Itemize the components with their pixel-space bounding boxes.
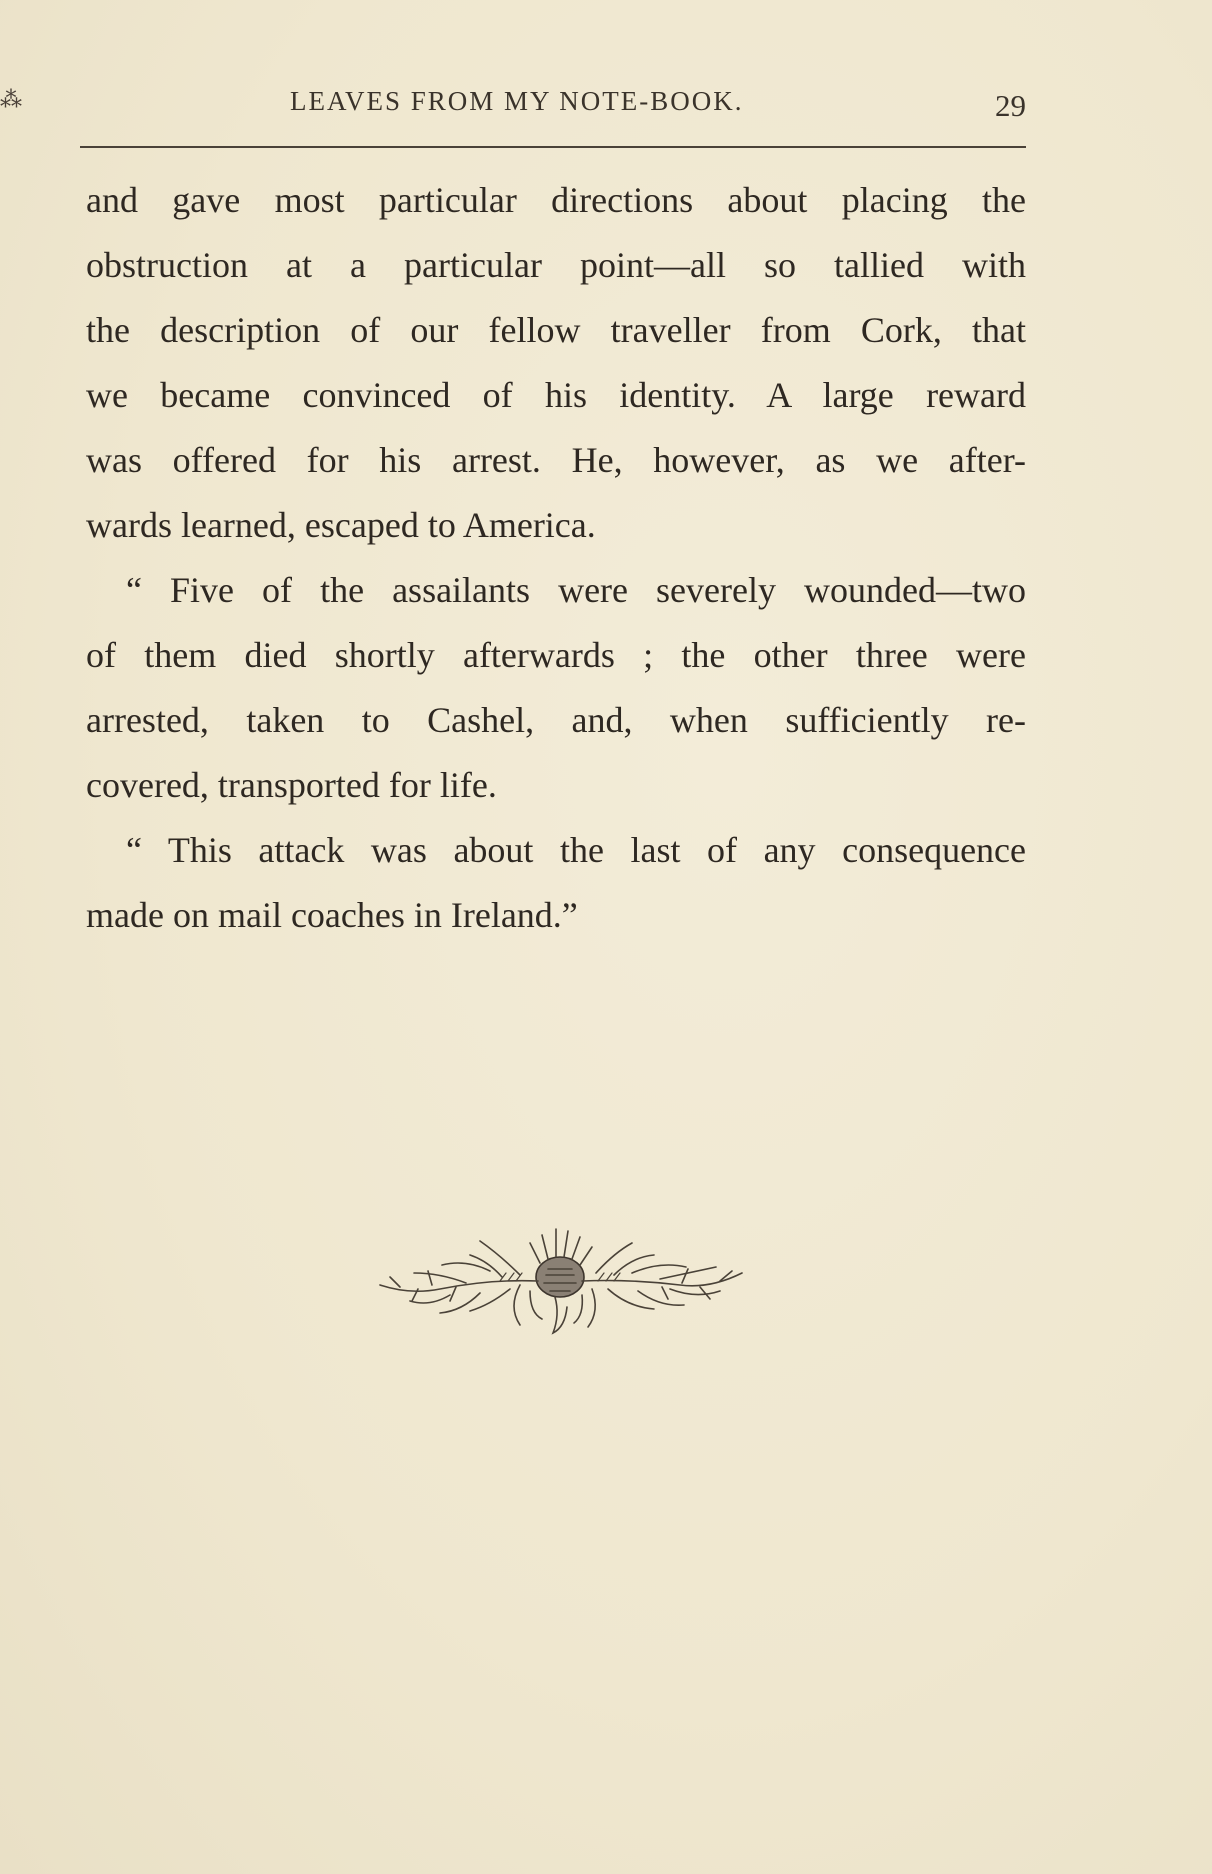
running-title: LEAVES FROM MY NOTE-BOOK. (290, 86, 744, 116)
header-rule (80, 146, 1026, 148)
text-line: covered, transported for life. (86, 765, 497, 805)
text-line: was offered for his arrest. He, however, as we after- (86, 440, 1026, 480)
text-line: we became convinced of his identity. A large reward (86, 375, 1026, 415)
page-number: 29 (995, 88, 1026, 123)
text-line: made on mail coaches in Ireland.” (86, 895, 578, 935)
text-line: obstruction at a particular point—all so tallied with (86, 245, 1026, 285)
thistle-ornament-icon (370, 1215, 750, 1340)
text-line: of them died shortly afterwards ; the other three were (86, 635, 1026, 675)
text-line: “ This attack was about the last of any consequence (126, 830, 1026, 870)
text-line: and gave most particular directions about placing the (86, 180, 1026, 220)
running-head (80, 86, 1026, 126)
corner-mark: ⁂ (0, 88, 20, 113)
body-text (86, 168, 1026, 948)
text-line: arrested, taken to Cashel, and, when sufficiently re- (86, 700, 1026, 740)
text-line: the description of our fellow traveller from Cork, that (86, 310, 1026, 350)
text-line: “ Five of the assailants were severely wounded—two (126, 570, 1026, 610)
text-line: wards learned, escaped to America. (86, 505, 596, 545)
